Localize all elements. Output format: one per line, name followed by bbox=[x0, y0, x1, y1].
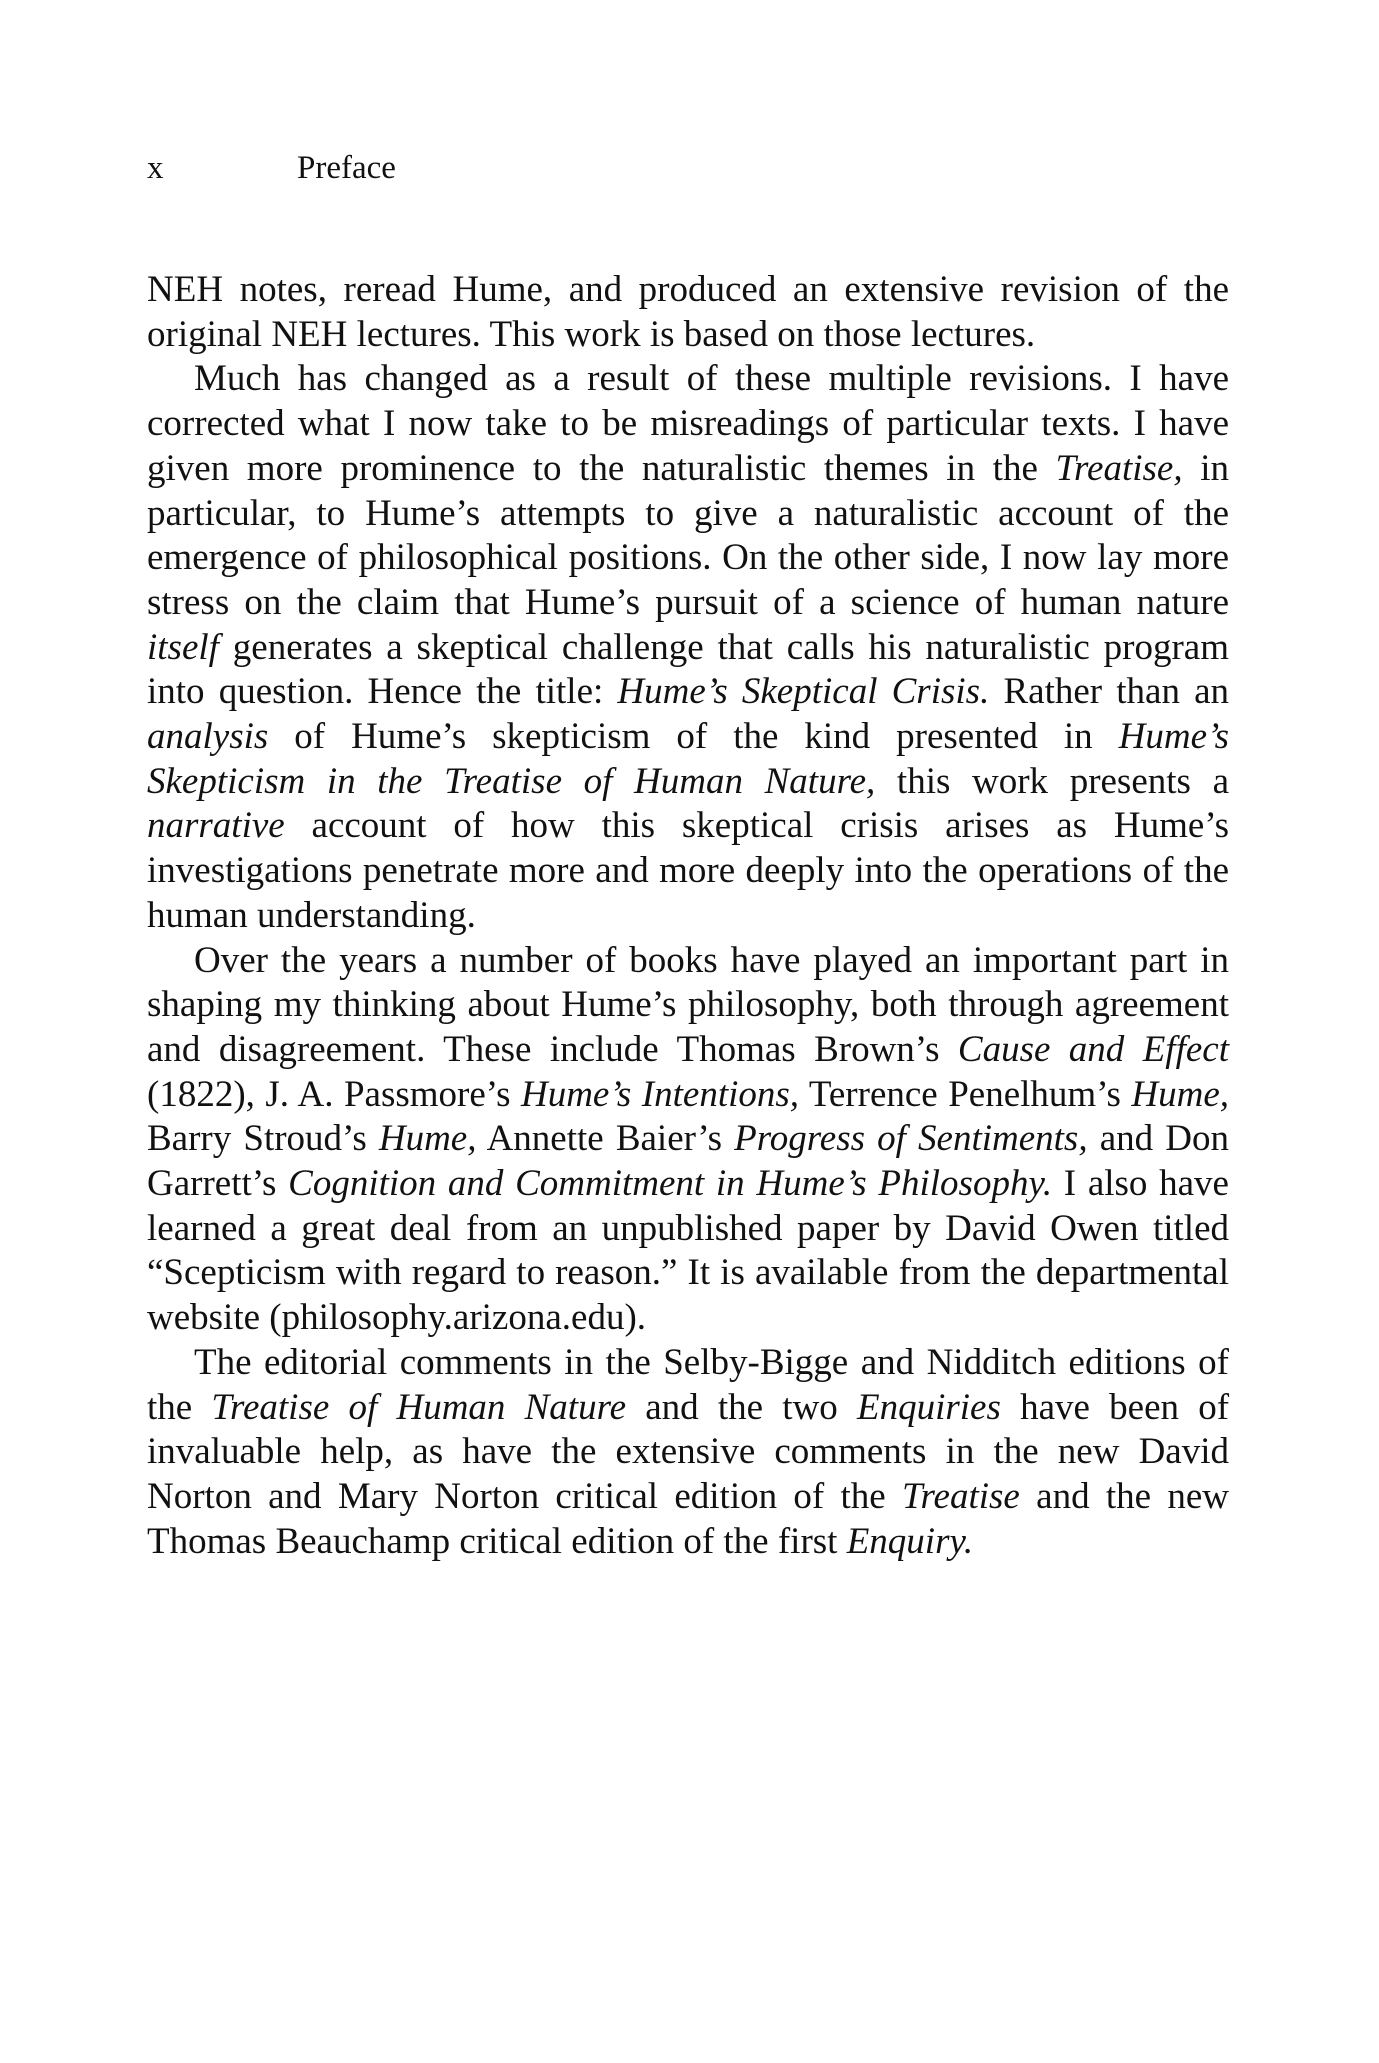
text-run: NEH notes, reread Hume, and produced an extensive revision of the original NEH lectures. This work is based on those lectures. bbox=[147, 269, 1229, 355]
body-text bbox=[147, 268, 1229, 1564]
paragraph bbox=[147, 268, 1229, 357]
running-head bbox=[147, 148, 396, 188]
text-run: Over the years a number of books have played an important part in shaping my thinking about Hume’s philosophy, both through agreement and disagreement. These include Thomas Brown’s bbox=[147, 939, 1229, 1070]
text-run: Much has changed as a result of these multiple revisions. I have corrected what I now take to be misreadings of particular texts. I have given more prominence to the naturalistic themes in the bbox=[147, 358, 1229, 489]
page-number: x bbox=[147, 150, 164, 186]
text-run: Barry Stroud’s bbox=[147, 1118, 379, 1160]
text-run: of Hume’s skepticism of the kind presented in bbox=[268, 716, 1119, 758]
text-run: and Don Garrett’s bbox=[147, 1118, 1229, 1205]
paragraph bbox=[147, 939, 1229, 1341]
section-title: Preface bbox=[297, 150, 396, 186]
text-run: this work presents a bbox=[875, 760, 1229, 802]
emphasis-text: itself bbox=[147, 626, 219, 668]
text-run: generates a skeptical challenge that calls his naturalistic program into question. Hence the title: bbox=[147, 626, 1229, 713]
book-title: Cognition and Commitment in Hume’s Philosophy. bbox=[288, 1163, 1053, 1205]
text-run: (1822), J. A. Passmore’s bbox=[147, 1073, 521, 1115]
text-run: I also have learned a great deal from an unpublished paper by David Owen titled “Scepticism with regard to reason.” It is available from the departmental website (philosophy.arizona.edu). bbox=[147, 1163, 1229, 1339]
book-title: Cause and Effect bbox=[957, 1028, 1229, 1070]
emphasis-text: narrative bbox=[147, 805, 285, 847]
book-title: Hume’s Skepticism in the Treatise of Human Nature, bbox=[147, 716, 1229, 802]
text-run: Rather than an bbox=[989, 671, 1230, 713]
book-title: Hume, bbox=[378, 1118, 477, 1160]
text-run: Annette Baier’s bbox=[476, 1118, 735, 1160]
text-run: in particular, to Hume’s attempts to give a naturalistic account of the emergence of philosophical positions. On the other side, I now lay more stress on the claim that Hume’s pursuit of a science of human nature bbox=[147, 447, 1229, 623]
book-title: Enquiry. bbox=[846, 1520, 974, 1562]
emphasis-text: analysis bbox=[147, 716, 269, 758]
text-run: and the two bbox=[626, 1386, 857, 1428]
book-title: Treatise of Human Nature bbox=[211, 1386, 627, 1428]
text-run: have been of invaluable help, as have the extensive comments in the new David Norton and Mary Norton critical edition of the bbox=[147, 1386, 1230, 1517]
book-title: Enquiries bbox=[857, 1386, 1001, 1428]
text-run: Terrence Penelhum’s bbox=[799, 1073, 1132, 1115]
text-run: The editorial comments in the Selby-Bigge and Nidditch editions of the bbox=[147, 1341, 1229, 1428]
book-title: Hume, bbox=[1131, 1073, 1229, 1115]
book-title: Treatise, bbox=[1055, 447, 1183, 489]
book-title: Treatise bbox=[901, 1475, 1020, 1517]
book-title: Hume’s Skeptical Crisis. bbox=[617, 671, 990, 713]
book-title: Hume’s Intentions, bbox=[520, 1073, 800, 1115]
paragraph bbox=[147, 1341, 1229, 1565]
text-run: and the new Thomas Beauchamp critical edition of the first bbox=[147, 1475, 1229, 1562]
book-title: Progress of Sentiments, bbox=[734, 1118, 1088, 1160]
paragraph bbox=[147, 357, 1229, 938]
text-run: account of how this skeptical crisis arises as Hume’s investigations penetrate more and more deeply into the operations of the human understanding. bbox=[147, 805, 1229, 936]
